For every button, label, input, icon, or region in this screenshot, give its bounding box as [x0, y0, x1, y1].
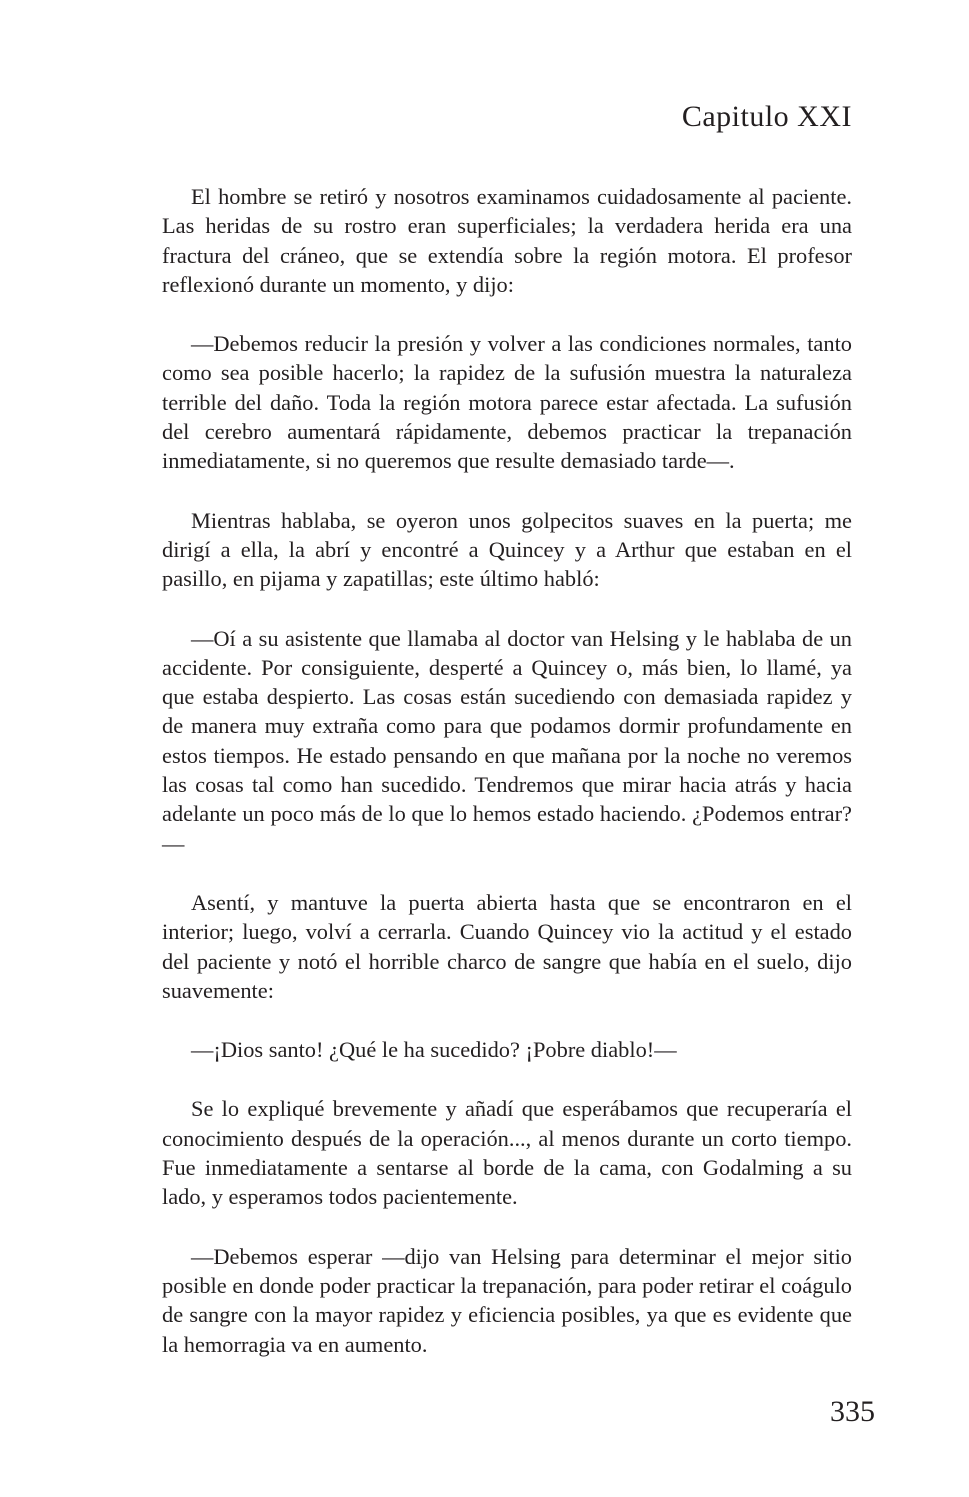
paragraph: —¡Dios santo! ¿Qué le ha sucedido? ¡Pobre diablo!— — [191, 1037, 677, 1063]
paragraph: Mientras hablaba, se oyeron unos golpecitos suaves en la puerta; me dirigí a ella, la abrí y encontré a Quincey y a Arthur que estaban en el pasillo, en pijama y zapatillas; este último habló: — [162, 507, 852, 592]
paragraph: —Oí a su asistente que llamaba al doctor van Helsing y le hablaba de un accidente. Por consiguiente, desperté a Quincey o, más bien, lo llamé, ya que estaba despierto. Las cosas están sucediendo con demasiada rapidez y de manera muy extraña como para que podamos dormir profundamente en estos tiempos. He estado pensando en que mañana por la noche no veremos las cosas tal como han sucedido. Tendremos que mirar hacia atrás y hacia adelante un poco más de lo que lo hemos estado haciendo. ¿Podemos entrar?— — [162, 625, 852, 856]
paragraph: Asentí, y mantuve la puerta abierta hasta que se encontraron en el interior; luego, volví a cerrarla. Cuando Quincey vio la actitud y el estado del paciente y notó el horrible charco de sangre que había en el suelo, dijo suavemente: — [162, 889, 852, 1003]
paragraph: —Debemos reducir la presión y volver a las condiciones normales, tanto como sea posible hacerlo; la rapidez de la sufusión muestra la naturaleza terrible del daño. Toda la región motora parece estar afectada. La sufusión del cerebro aumentará rápidamente, debemos practicar la trepanación inmediatamente, si no queremos que resulte demasiado tarde—. — [162, 331, 852, 474]
body-text — [162, 182, 852, 1389]
page-number: 335 — [830, 1395, 875, 1428]
paragraph: El hombre se retiró y nosotros examinamos cuidadosamente al paciente. Las heridas de su rostro eran superficiales; la verdadera herida era una fractura del cráneo, que se extendía sobre la región motora. El profesor reflexionó durante un momento, y dijo: — [162, 184, 852, 297]
paragraph: Se lo expliqué brevemente y añadí que esperábamos que recuperaría el conocimiento después de la operación..., al menos durante un corto tiempo. Fue inmediatamente a sentarse al borde de la cama, con Godalming a su lado, y esperamos todos pacientemente. — [162, 1096, 852, 1210]
chapter-title: Capitulo XXI — [681, 100, 852, 133]
paragraph: —Debemos esperar —dijo van Helsing para determinar el mejor sitio posible en donde poder practicar la trepanación, para poder retirar el coágulo de sangre con la mayor rapidez y eficiencia posibles, ya que es evidente que la hemorragia va en aumento. — [162, 1243, 852, 1357]
